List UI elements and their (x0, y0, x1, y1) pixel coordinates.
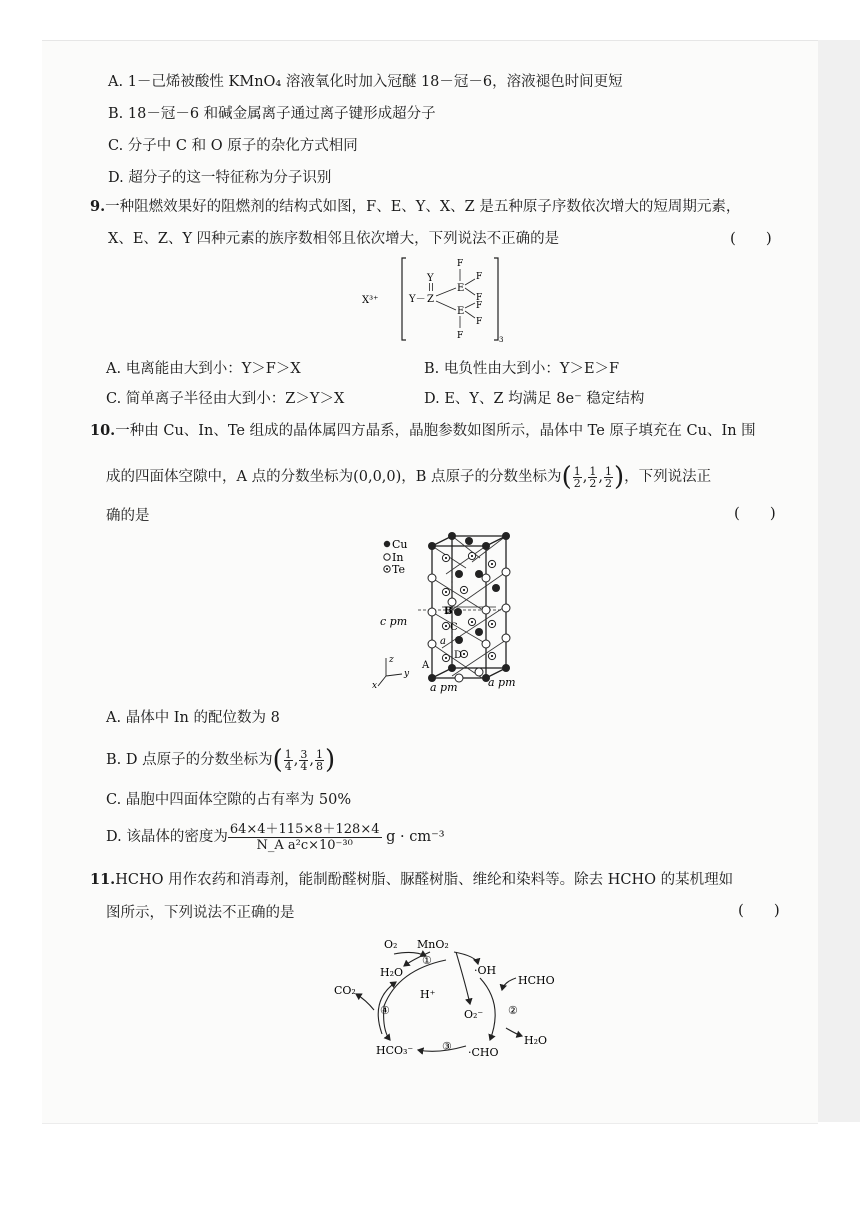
axis-y-label: y (404, 669, 410, 679)
q11-text1: HCHO 用作农药和消毒剂，能制酚醛树脂、脲醛树脂、维纶和染料等。除去 HCHO 的某机理如 (115, 872, 734, 888)
q9-option-a: A. 电离能由大到小：Y＞F＞X (106, 361, 301, 377)
q9-z-atom: Z (427, 294, 434, 305)
axis-x-label: x (372, 681, 378, 691)
axis-z-label: z (389, 655, 394, 665)
q11-number: 11. (90, 871, 116, 888)
cycle-hco3: HCO₃⁻ (376, 1044, 414, 1057)
point-d-label: D (454, 650, 463, 661)
q9-f-5: F (476, 317, 483, 327)
q10-text1: 一种由 Cu、In、Te 组成的晶体属四方晶系，晶胞参数如图所示，晶体中 Te 原子填充在 Cu、In 围 (115, 423, 756, 439)
q11-stem-line2: 图所示，下列说法不正确的是 (106, 905, 295, 921)
q9-f-1: F (457, 259, 464, 269)
q9-option-b: B. 电负性由大到小：Y＞E＞F (424, 361, 620, 377)
q9-e-atom-1: E (457, 283, 465, 294)
q11-stem-line1 (90, 870, 733, 890)
point-a-label: A (422, 660, 430, 671)
q9-f-2: F (476, 272, 483, 282)
legend-in: In (392, 551, 404, 564)
a-pm-label-2: a pm (488, 676, 516, 689)
q10-option-a: A. 晶体中 In 的配位数为 8 (106, 710, 280, 726)
cycle-h2o-top: H₂O (380, 966, 404, 979)
q9-y-top: Y (427, 273, 434, 284)
q10-number: 10. (90, 422, 116, 439)
b-coord-x: $\frac{1}{2}$ (573, 464, 581, 490)
q9-stem-line2: X、E、Z、Y 四种元素的族序数相邻且依次增大，下列说法不正确的是 (108, 231, 560, 247)
q9-e-atom-2: E (457, 306, 465, 317)
q10-stem-line3: 确的是 (106, 508, 150, 524)
q9-answer-paren: ( ) (730, 229, 772, 247)
q11-catalytic-cycle-diagram (326, 930, 566, 1070)
q8-option-d: D. 超分子的这一特征称为分子识别 (108, 170, 332, 186)
q10-stem-line1 (90, 421, 756, 441)
q10-answer-paren: ( ) (734, 504, 776, 522)
q9-text1: 一种阻燃效果好的阻燃剂的结构式如图，F、E、Y、X、Z 是五种原子序数依次增大的短周期元素， (105, 199, 741, 215)
cycle-oh: ·OH (474, 964, 497, 977)
cycle-o2: O₂ (384, 938, 398, 951)
q10-option-c: C. 晶胞中四面体空隙的占有率为 50% (106, 792, 352, 808)
cycle-hcho: HCHO (518, 974, 555, 987)
q9-charge: 3 (499, 336, 504, 344)
cycle-o2minus: O₂⁻ (464, 1008, 484, 1021)
b-coord-y: $\frac{1}{2}$ (589, 464, 597, 490)
cycle-step3: ③ (442, 1040, 452, 1053)
cycle-step2: ② (508, 1004, 518, 1017)
q9-option-c: C. 简单离子半径由大到小：Z＞Y＞X (106, 391, 345, 407)
legend-cu: Cu (392, 538, 408, 551)
q9-cation-label: X³⁺ (362, 295, 379, 306)
cycle-hplus: H⁺ (420, 988, 436, 1001)
cycle-mno2: MnO₂ (417, 938, 449, 951)
q9-stem-line1 (90, 197, 740, 217)
q10-option-d: D. 该晶体的密度为 $\frac{64\times 4+115\times 8+128\times 4}{\text{N\_A a²c×10⁻³⁰}}$ g · cm⁻³ (106, 821, 445, 853)
legend-te-dot (386, 568, 388, 570)
cycle-step1: ① (422, 954, 432, 967)
d-coord-x: $\frac{1}{4}$ (284, 747, 292, 773)
q10-crystal-cell-figure (360, 528, 530, 696)
q9-f-4: F (476, 301, 483, 311)
density-fraction: $\frac{64\times 4+115\times 8+128\times 4}{\text{N\_A a²c×10⁻³⁰}}$ (229, 821, 380, 853)
d-coord-z: $\frac{1}{8}$ (315, 747, 323, 773)
d-coord-y: $\frac{3}{4}$ (300, 747, 308, 773)
a-pm-label-1: a pm (430, 681, 458, 694)
q10-option-b: B. D 点原子的分数坐标为( $\frac{1}{4}$ , $\frac{3}{4}$ , $\frac{1}{8}$ ) (106, 745, 336, 775)
cycle-h2o-right: H₂O (524, 1034, 548, 1047)
legend-in-dot (384, 554, 390, 560)
legend-te: Te (392, 563, 405, 576)
q10-text2-post: ，下列说法正 (624, 469, 712, 485)
q8-option-b: B. 18－冠－6 和碱金属离子通过离子键形成超分子 (108, 106, 436, 122)
q10-stem-line2: 成的四面体空隙中，A 点的分数坐标为(0,0,0)，B 点原子的分数坐标为( $\frac{1}{2}$ , $\frac{1}{2}$ , $\frac{1}{2}$ )，下列说法正 (106, 462, 712, 492)
q9-f-3: F (476, 293, 483, 303)
c-pm-label: c pm (380, 615, 408, 628)
q10-text2-pre: 成的四面体空隙中，A 点的分数坐标为(0,0,0)，B 点原子的分数坐标为 (106, 469, 562, 485)
q8-option-c: C. 分子中 C 和 O 原子的杂化方式相同 (108, 138, 358, 154)
q9-option-d: D. E、Y、Z 均满足 8e⁻ 稳定结构 (424, 391, 645, 407)
scroll-gutter[interactable] (818, 40, 860, 1122)
point-c-label: C (450, 622, 458, 633)
q9-f-6: F (457, 331, 464, 341)
b-coord-z: $\frac{1}{2}$ (604, 464, 612, 490)
cycle-cho: ·CHO (468, 1046, 499, 1059)
q9-structure-formula (360, 252, 520, 346)
point-a-small-label: a (440, 636, 446, 647)
point-b-label: B (444, 606, 453, 617)
q9-y-left: Y－ (409, 294, 426, 305)
q9-number: 9. (90, 198, 106, 215)
q8-option-a: A. 1－己烯被酸性 KMnO₄ 溶液氧化时加入冠醚 18－冠－6，溶液褪色时间更短 (108, 74, 623, 90)
q11-answer-paren: ( ) (738, 901, 780, 919)
legend-cu-dot (384, 541, 390, 547)
cycle-step4: ④ (380, 1004, 390, 1017)
cycle-co2: CO₂ (334, 984, 356, 997)
